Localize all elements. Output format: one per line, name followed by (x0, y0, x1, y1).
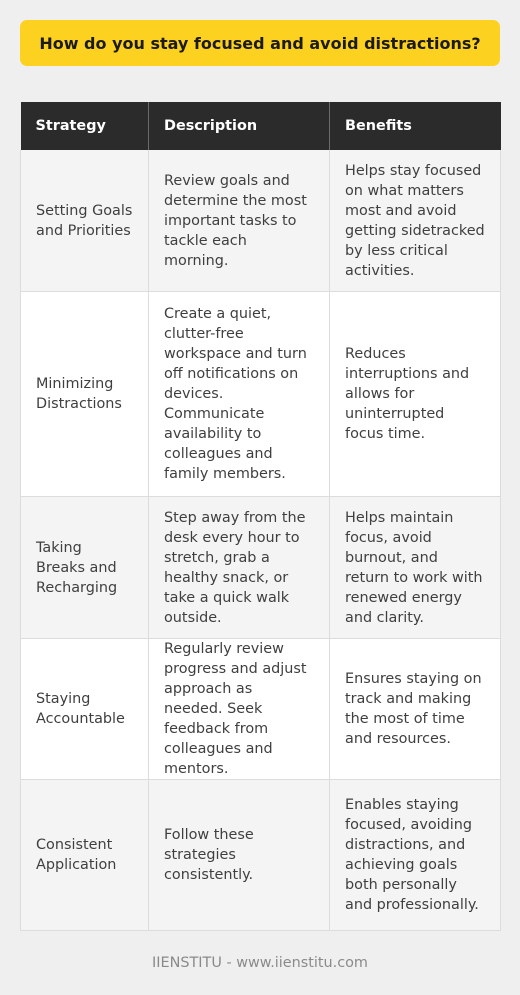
strategy-cell: Setting Goals and Priorities (21, 150, 149, 292)
table-header-row (21, 102, 501, 150)
page-title: How do you stay focused and avoid distractions? (20, 20, 500, 66)
strategy-cell: Staying Accountable (21, 639, 149, 780)
footer-credit: IIENSTITU - www.iienstitu.com (152, 955, 368, 971)
strategy-table (20, 102, 501, 931)
strategy-cell: Consistent Application (21, 780, 149, 931)
benefits-cell: Ensures staying on track and making the most of time and resources. (330, 639, 501, 780)
description-cell: Follow these strategies consistently. (149, 780, 330, 931)
strategy-cell: Taking Breaks and Recharging (21, 497, 149, 639)
benefits-cell: Reduces interruptions and allows for uninterrupted focus time. (330, 292, 501, 497)
description-cell: Step away from the desk every hour to stretch, grab a healthy snack, or take a quick walk outside. (149, 497, 330, 639)
benefits-cell: Helps maintain focus, avoid burnout, and return to work with renewed energy and clarity. (330, 497, 501, 639)
table-row (21, 292, 501, 497)
description-cell: Review goals and determine the most important tasks to tackle each morning. (149, 150, 330, 292)
column-header-strategy: Strategy (21, 102, 149, 150)
benefits-cell: Enables staying focused, avoiding distractions, and achieving goals both personally and professionally. (330, 780, 501, 931)
column-header-description: Description (149, 102, 330, 150)
table-row (21, 497, 501, 639)
table-row (21, 150, 501, 292)
benefits-cell: Helps stay focused on what matters most and avoid getting sidetracked by less critical activities. (330, 150, 501, 292)
table-row (21, 639, 501, 780)
table-row (21, 780, 501, 931)
description-cell: Regularly review progress and adjust approach as needed. Seek feedback from colleagues and mentors. (149, 639, 330, 780)
column-header-benefits: Benefits (330, 102, 501, 150)
description-cell: Create a quiet, clutter-free workspace and turn off notifications on devices. Communicate availability to colleagues and family members. (149, 292, 330, 497)
strategy-cell: Minimizing Distractions (21, 292, 149, 497)
